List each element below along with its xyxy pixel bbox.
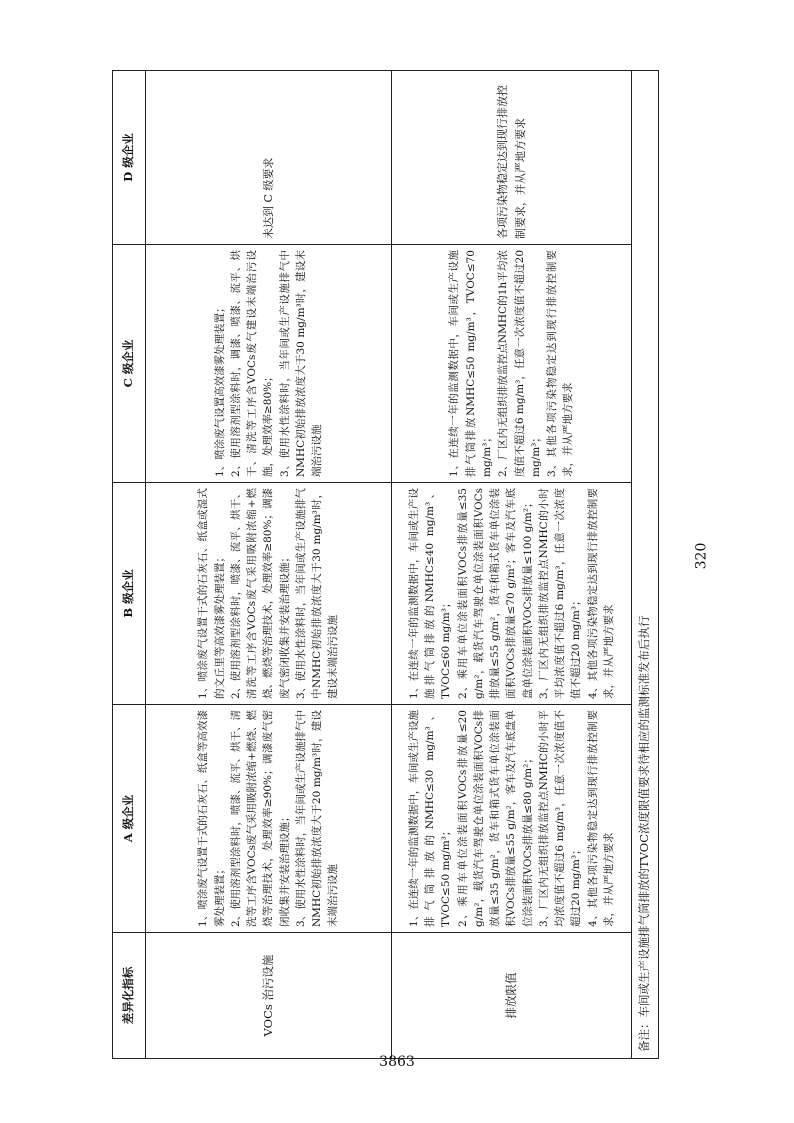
list-item: 1、在连续一年的监测数据中，车间或生产设施排气筒排放的NMHC≤30 mg/m³、TVOC≤50 mg/m³； (407, 710, 453, 927)
page-number: 3863 (379, 1054, 415, 1070)
list-item: 1、喷涂废气设置干式的石灰石、纸盒等高效漆雾处理装置； (197, 710, 226, 927)
header-grade-a: A 级企业 (113, 705, 146, 933)
list-item: 2、乘用车单位涂装面积VOCs排放量≤20 g/m²，载货汽车驾驶仓单位涂装面积VOCs排放量≤35 g/m²，货车和箱式货车单位涂装面积VOCs排放量≤55 g/m²，客车及汽车底盘单位涂装面积VOCs排放量≤80 g/m²； (456, 710, 534, 927)
list-item: 1、喷涂废气设置干式的石灰石、纸盒或湿式的文丘里等高效漆雾处理装置； (197, 488, 226, 699)
list-item: 3、使用水性涂料时，当年间或生产设施排气中NMHC初始排放浓度大于30 mg/m³时，建设末端治污设施 (294, 488, 340, 699)
table-row (146, 71, 392, 1059)
grade-b-cell (392, 483, 632, 705)
header-metric: 差异化指标 (113, 933, 146, 1059)
list-item: 2、乘用车单位涂装面积VOCs排放量≤35 g/m²，载货汽车驾驶仓单位涂装面积VOCs排放量≤55 g/m²，货车和箱式货车单位涂装面积VOCs排放量≤70 g/m²；客车及汽车底盘单位涂装面积VOCs排放量≤100 g/m²； (456, 488, 534, 699)
inner-page-number: 320 (693, 542, 710, 570)
header-grade-c: C 级企业 (113, 245, 146, 483)
list-item: 3、厂区内无组织排放监控点NMHC的小时平均浓度值不超过6 mg/m³，任意一次浓度值不超过20 mg/m³； (537, 710, 583, 927)
grade-a-cell (146, 705, 392, 933)
grade-c-cell (392, 245, 632, 483)
list-item: 2、使用溶剂型涂料时，喷漆、流平、烘干、清洗等工序含VOCs废气采用吸附浓缩+燃烧、燃烧等治理技术，处理效率≥90%；调漆废气密闭收集并安装治理设施； (229, 710, 291, 927)
metric-cell: VOCs 治污设施 (146, 933, 392, 1059)
table-row (392, 71, 632, 1059)
header-grade-d: D 级企业 (113, 71, 146, 245)
list-item: 3、其他各项污染物稳定达到现行排放控制要求，并从严地方要求 (546, 250, 575, 477)
list-item: 2、使用溶剂型涂料时，调漆、喷漆、流平、烘干、清洗等工序含VOCs废气建设末端治污设施，处理效率≥80%； (229, 250, 275, 477)
metric-cell: 排放限值 (392, 933, 632, 1059)
list-item: 3、厂区内无组织排放监控点NMHC的小时平均浓度值不超过6 mg/m³，任意一次浓度值不超过20 mg/m³； (537, 488, 583, 699)
table-note: 备注：车间或生产设施排气筒排放的TVOC浓度限值要求待相应的监测标准发布后执行 (632, 71, 659, 1059)
enterprise-grading-table (112, 70, 659, 1059)
list-item: 3、使用水性涂料时，当年间或生产设施排气中NMHC初始排放浓度大于20 mg/m³时，建设末端治污设施 (294, 710, 340, 927)
rotated-table-wrapper (112, 71, 672, 1059)
list-item: 1、喷涂废气设置高效漆雾处理装置； (213, 302, 226, 477)
list-item: 1、在连续一年的监测数据中，车间或生产设施排气筒排放NMHC≤50 mg/m³，TVOC≤70 mg/m³； (448, 250, 493, 477)
table-note-row (632, 71, 659, 1059)
header-grade-b: B 级企业 (113, 483, 146, 705)
grade-d-cell: 各项污染物稳定达到现行排放控制要求，并从严地方要求 (392, 71, 632, 245)
grade-b-cell (146, 483, 392, 705)
list-item: 2、厂区内无组织排放监控点NMHC的1h平均浓度值不超过6 mg/m³，任意一次浓度值不超过20 mg/m³； (497, 250, 542, 477)
grade-a-cell (392, 705, 632, 933)
list-item: 3、使用水性涂料时，当年间或生产设施排气中NMHC初始排放浓度大于30 mg/m³时，建设末端治污设施 (278, 250, 324, 477)
table-header-row (113, 71, 146, 1059)
list-item: 2、使用溶剂型涂料时，喷漆、流平、烘干、清洗等工序含VOCs废气采用吸附浓缩+燃烧、燃烧等治理技术，处理效率≥80%；调漆废气密闭收集并安装治理设施； (229, 488, 291, 699)
grade-c-cell (146, 245, 392, 483)
grade-d-cell: 未达到 C 级要求 (146, 71, 392, 245)
list-item: 4、其他各项污染物稳定达到现行排放控制要求，并从严地方要求 (586, 488, 615, 699)
list-item: 1、在连续一年的监测数据中，车间或生产设施排气筒排放的NMHC≤40 mg/m³、TVOC≤60 mg/m³； (407, 488, 453, 699)
list-item: 4、其他各项污染物稳定达到现行排放控制要求，并从严地方要求 (586, 710, 615, 927)
